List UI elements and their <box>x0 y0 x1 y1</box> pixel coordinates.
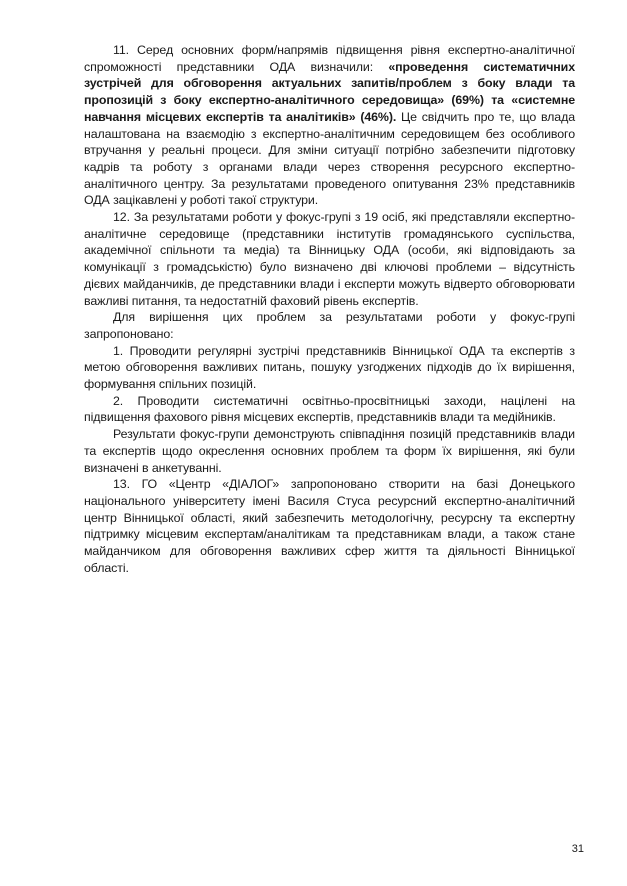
text-run: Результати фокус-групи демонструють співпадіння позицій представників влади та експертів щодо окреслення основних проблем та форм їх вирішення, які були визначені в анкетуванні. <box>84 427 575 475</box>
text-run: Для вирішення цих проблем за результатами роботи у фокус-групі запропоновано: <box>84 310 575 341</box>
text-run: 2. Проводити систематичні освітньо-просвітницькі заходи, націлені на підвищення фахового рівня місцевих експертів, представників влади та медійників. <box>84 393 575 425</box>
paragraph-p12 <box>84 209 575 309</box>
document-page <box>84 42 575 577</box>
paragraph-p-item2 <box>84 393 575 426</box>
paragraph-p-results <box>84 426 575 476</box>
page-number: 31 <box>571 843 584 855</box>
paragraph-p-item1 <box>84 343 575 393</box>
text-run: 12. За результатами роботи у фокус-групі з 19 осіб, які представляли експертно-аналітичне середовище (представники інститутів громадянського суспільства, академічної спільноти та медіа) та Вінницьку ОДА (особи, які відповідають за комунікації з громадськістю) було визначено дві ключові проблеми – відсутність дієвих майданчиків, де представники влади і експерти можуть відверто обговорювати важливі питання, та недостатній фаховий рівень експертів. <box>84 210 575 308</box>
text-run: 1. Проводити регулярні зустрічі представників Вінницької ОДА та експертів з метою обговорення важливих питань, пошуку узгоджених підходів до їх вирішення, формування спільних позицій. <box>84 343 575 392</box>
paragraph-p11 <box>84 42 575 209</box>
text-run: Це свідчить про те, що влада налаштована на взаємодію з експертно-аналітичним середовищем без особливого втручання у реальні процеси. Для зміни ситуації потрібно забезпечити підготовку кадрів та роботу з органами влади через створення ресурсного експертно-аналітичного центру. За результатами проведеного опитування 23% представників ОДА зацікавлені у роботі такої структури. <box>84 109 575 208</box>
bold-text-run: «проведення систематичних зустрічей для обговорення актуальних запитів/проблем з боку влади та пропозицій з боку експертно-аналітичного середовища» (69%) та «системне навчання місцевих експертів та аналітиків» (46%). <box>84 59 575 124</box>
text-run: 11. Серед основних форм/напрямів підвищення рівня експертно-аналітичної спроможності представники ОДА визначили: <box>84 43 575 74</box>
paragraph-p13 <box>84 476 575 576</box>
text-run: 13. ГО «Центр «ДІАЛОГ» запропоновано створити на базі Донецького національного університету імені Василя Стуса ресурсний експертно-аналітичний центр Вінницької області, який забезпечить методологічну, ресурсну та експертну підтримку місцевим експертам/аналітикам та представникам влади, а також стане майданчиком для обговорення важливих сфер життя та діяльності Вінницької області. <box>84 477 575 575</box>
paragraph-p-intro <box>84 309 575 342</box>
